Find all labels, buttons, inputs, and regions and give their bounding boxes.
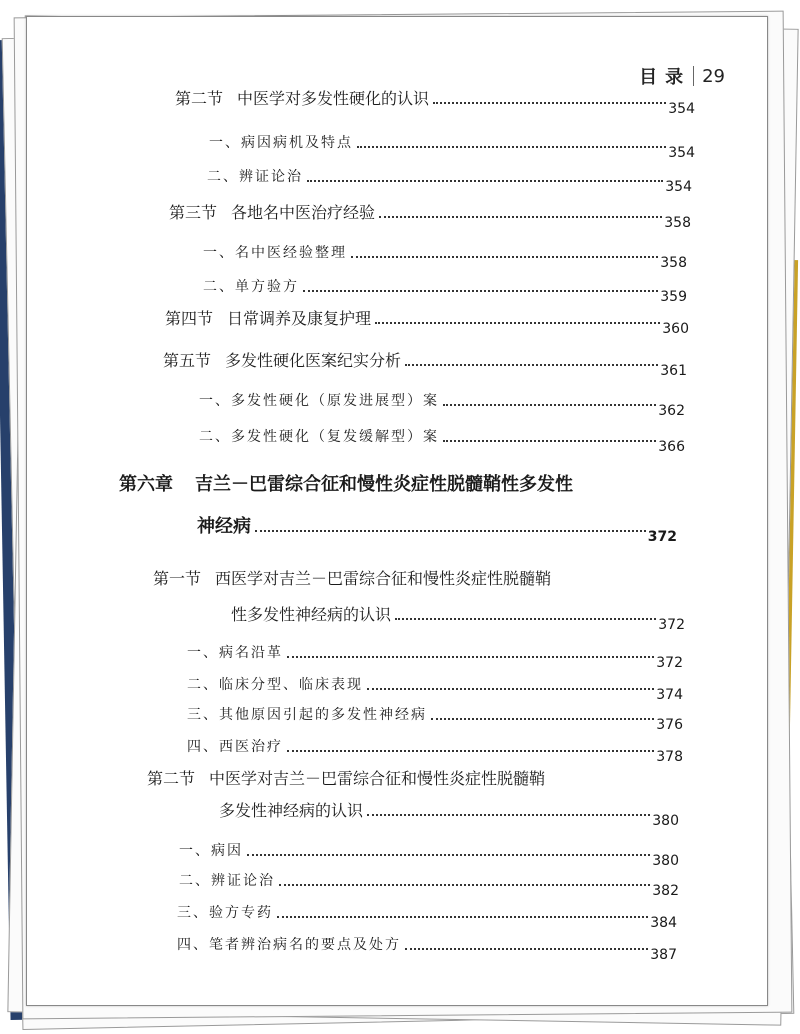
page-number: 366 [658, 439, 685, 455]
page-number: 354 [668, 101, 695, 117]
chapter-title-cont: 神经病 [197, 516, 251, 537]
page-number: 360 [662, 321, 689, 337]
page-number: 362 [658, 403, 685, 419]
toc-entry-subsection[interactable] [203, 243, 687, 271]
dot-leader [405, 948, 648, 950]
section-title-cont: 多发性神经病的认识 [219, 801, 364, 820]
dot-leader [303, 290, 658, 292]
section-heading[interactable] [153, 569, 551, 589]
section-label: 第四节 [165, 309, 214, 328]
toc-entry-section[interactable] [163, 351, 687, 379]
chapter-title: 吉兰－巴雷综合征和慢性炎症性脱髓鞘性多发性 [195, 474, 573, 495]
section-title: 西医学对吉兰－巴雷综合征和慢性炎症性脱髓鞘 [215, 569, 552, 588]
dot-leader [433, 102, 666, 104]
subsection-title: 三、验方专药 [177, 905, 273, 921]
dot-leader [351, 256, 658, 258]
subsection-title: 一、多发性硬化（原发进展型）案 [199, 393, 439, 409]
section-label: 第二节 [147, 769, 196, 788]
toc-entry-section[interactable] [165, 309, 689, 337]
toc-entry-subsection[interactable] [177, 903, 677, 931]
dot-leader [367, 814, 650, 816]
toc-entry-subsection[interactable] [187, 675, 683, 703]
subsection-title: 一、名中医经验整理 [203, 245, 347, 261]
dot-leader [375, 322, 660, 324]
page-number: 384 [650, 915, 677, 931]
header-section: 目录 [639, 67, 692, 88]
header-divider [693, 66, 694, 86]
page-number: 374 [656, 687, 683, 703]
header-page-number: 29 [702, 65, 725, 87]
section-label: 第二节 [175, 89, 224, 108]
dot-leader [431, 718, 654, 720]
toc-entry-subsection[interactable] [207, 167, 692, 195]
dot-leader [405, 364, 658, 366]
page-number: 378 [656, 749, 683, 765]
dot-leader [279, 884, 650, 886]
section-title: 中医学对吉兰－巴雷综合征和慢性炎症性脱髓鞘 [209, 769, 546, 788]
dot-leader [443, 404, 656, 406]
toc-entry-subsection[interactable] [199, 427, 685, 455]
subsection-title: 一、病因 [179, 843, 243, 859]
page-number: 358 [664, 215, 691, 231]
dot-leader [277, 916, 648, 918]
page-number: 354 [665, 179, 692, 195]
subsection-title: 二、单方验方 [203, 279, 299, 295]
toc-entry-subsection[interactable] [177, 935, 677, 963]
subsection-title: 二、多发性硬化（复发缓解型）案 [199, 429, 439, 445]
toc-entry-subsection[interactable] [209, 133, 695, 161]
toc-entry-subsection[interactable] [199, 391, 685, 419]
page-number: 376 [656, 717, 683, 733]
dot-leader [287, 750, 654, 752]
toc-entry-section[interactable] [219, 801, 679, 829]
dot-leader [255, 530, 646, 532]
dot-leader [443, 440, 656, 442]
toc-entry-subsection[interactable] [179, 871, 679, 899]
toc-page [26, 16, 768, 1006]
page-number: 361 [660, 363, 687, 379]
subsection-title: 二、辨证论治 [207, 169, 303, 185]
page-number: 372 [647, 529, 677, 545]
toc-entry-subsection[interactable] [203, 277, 687, 305]
section-label: 第三节 [169, 203, 218, 222]
section-label: 第一节 [153, 569, 202, 588]
toc-entry-subsection[interactable] [187, 643, 683, 671]
page-number: 372 [656, 655, 683, 671]
page-number: 354 [668, 145, 695, 161]
dot-leader [287, 656, 654, 658]
section-heading[interactable] [147, 769, 545, 789]
dot-leader [357, 146, 666, 148]
subsection-title: 三、其他原因引起的多发性神经病 [187, 707, 427, 723]
dot-leader [247, 854, 650, 856]
toc-entry-section[interactable] [169, 203, 691, 231]
section-title: 各地名中医治疗经验 [231, 203, 376, 222]
page-number: 387 [650, 947, 677, 963]
section-title: 中医学对多发性硬化的认识 [237, 89, 430, 108]
subsection-title: 一、病名沿革 [187, 645, 283, 661]
dot-leader [379, 216, 662, 218]
chapter-label: 第六章 [119, 474, 173, 495]
dot-leader [307, 180, 663, 182]
section-title-cont: 性多发性神经病的认识 [231, 605, 392, 624]
dot-leader [395, 618, 656, 620]
page-number: 372 [658, 617, 685, 633]
page-header [639, 63, 725, 89]
toc-entry-subsection[interactable] [187, 705, 683, 733]
page-number: 380 [652, 853, 679, 869]
subsection-title: 一、病因病机及特点 [209, 135, 353, 151]
page-number: 358 [660, 255, 687, 271]
subsection-title: 二、辨证论治 [179, 873, 275, 889]
section-title: 日常调养及康复护理 [227, 309, 372, 328]
dot-leader [367, 688, 654, 690]
toc-entry-section[interactable] [231, 605, 685, 633]
page-number: 359 [660, 289, 687, 305]
subsection-title: 四、笔者辨治病名的要点及处方 [177, 937, 401, 953]
section-label: 第五节 [163, 351, 212, 370]
page-number: 380 [652, 813, 679, 829]
subsection-title: 四、西医治疗 [187, 739, 283, 755]
page-number: 382 [652, 883, 679, 899]
section-title: 多发性硬化医案纪实分析 [225, 351, 402, 370]
toc-entry-chapter[interactable] [197, 516, 677, 545]
chapter-heading[interactable] [119, 475, 573, 495]
toc-entry-section[interactable] [175, 89, 695, 117]
toc-entry-subsection[interactable] [187, 737, 683, 765]
toc-entry-subsection[interactable] [179, 841, 679, 869]
subsection-title: 二、临床分型、临床表现 [187, 677, 363, 693]
